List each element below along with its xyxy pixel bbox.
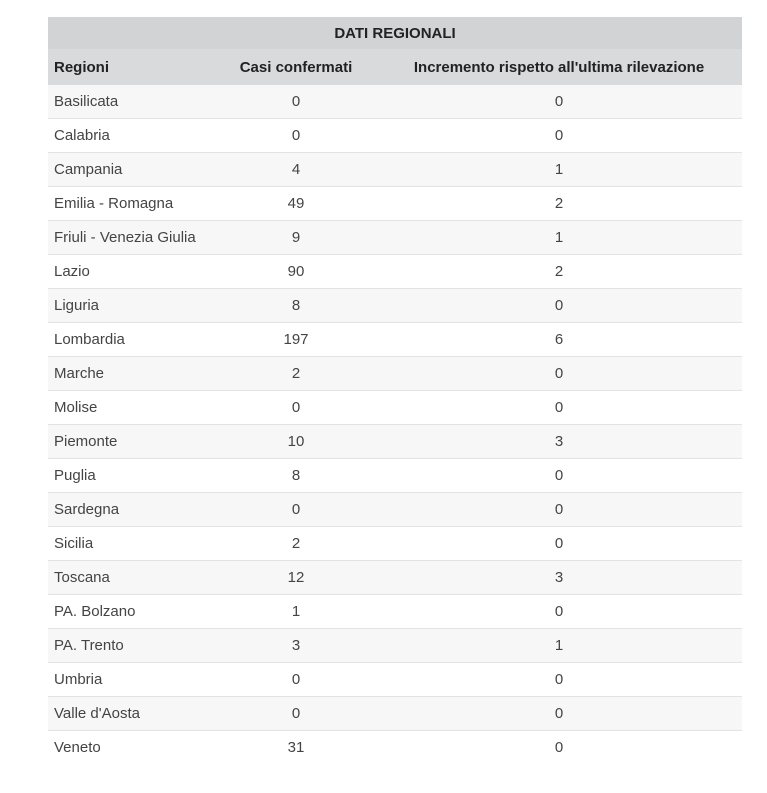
- region-cell: Campania: [48, 153, 216, 187]
- region-cell: Emilia - Romagna: [48, 187, 216, 221]
- table-row: [48, 255, 742, 289]
- table-row: [48, 731, 742, 765]
- increment-cell: 0: [376, 459, 742, 493]
- increment-cell: 3: [376, 561, 742, 595]
- column-header-regions: Regioni: [48, 49, 216, 85]
- region-cell: Lombardia: [48, 323, 216, 357]
- cases-cell: 0: [216, 697, 376, 731]
- table-row: [48, 595, 742, 629]
- cases-cell: 9: [216, 221, 376, 255]
- increment-cell: 3: [376, 425, 742, 459]
- cases-cell: 2: [216, 357, 376, 391]
- increment-cell: 0: [376, 697, 742, 731]
- increment-cell: 0: [376, 663, 742, 697]
- cases-cell: 0: [216, 663, 376, 697]
- cases-cell: 8: [216, 289, 376, 323]
- table-row: [48, 187, 742, 221]
- cases-cell: 3: [216, 629, 376, 663]
- region-cell: Basilicata: [48, 85, 216, 119]
- increment-cell: 0: [376, 289, 742, 323]
- table-row: [48, 561, 742, 595]
- region-cell: Calabria: [48, 119, 216, 153]
- region-cell: Piemonte: [48, 425, 216, 459]
- cases-cell: 4: [216, 153, 376, 187]
- increment-cell: 0: [376, 391, 742, 425]
- region-cell: Lazio: [48, 255, 216, 289]
- increment-cell: 0: [376, 493, 742, 527]
- cases-cell: 8: [216, 459, 376, 493]
- table-row: [48, 663, 742, 697]
- table-row: [48, 357, 742, 391]
- column-header-increment: Incremento rispetto all'ultima rilevazione: [376, 49, 742, 85]
- increment-cell: 2: [376, 255, 742, 289]
- table-title-row: [48, 17, 742, 49]
- cases-cell: 31: [216, 731, 376, 765]
- table-row: [48, 493, 742, 527]
- region-cell: PA. Bolzano: [48, 595, 216, 629]
- cases-cell: 0: [216, 85, 376, 119]
- cases-cell: 0: [216, 493, 376, 527]
- cases-cell: 1: [216, 595, 376, 629]
- region-cell: Puglia: [48, 459, 216, 493]
- table-row: [48, 85, 742, 119]
- increment-cell: 6: [376, 323, 742, 357]
- region-cell: Marche: [48, 357, 216, 391]
- table-row: [48, 391, 742, 425]
- table-header-row: [48, 49, 742, 85]
- table-row: [48, 289, 742, 323]
- increment-cell: 0: [376, 527, 742, 561]
- table-row: [48, 119, 742, 153]
- region-cell: Toscana: [48, 561, 216, 595]
- cases-cell: 10: [216, 425, 376, 459]
- region-cell: Molise: [48, 391, 216, 425]
- cases-cell: 0: [216, 391, 376, 425]
- table-row: [48, 323, 742, 357]
- region-cell: Sicilia: [48, 527, 216, 561]
- table-row: [48, 697, 742, 731]
- table-row: [48, 459, 742, 493]
- cases-cell: 2: [216, 527, 376, 561]
- cases-cell: 49: [216, 187, 376, 221]
- table-row: [48, 153, 742, 187]
- region-cell: PA. Trento: [48, 629, 216, 663]
- increment-cell: 0: [376, 595, 742, 629]
- regional-data-table: [48, 17, 742, 764]
- increment-cell: 0: [376, 357, 742, 391]
- region-cell: Veneto: [48, 731, 216, 765]
- cases-cell: 0: [216, 119, 376, 153]
- increment-cell: 1: [376, 629, 742, 663]
- increment-cell: 0: [376, 119, 742, 153]
- increment-cell: 0: [376, 731, 742, 765]
- table-row: [48, 425, 742, 459]
- cases-cell: 197: [216, 323, 376, 357]
- increment-cell: 0: [376, 85, 742, 119]
- region-cell: Friuli - Venezia Giulia: [48, 221, 216, 255]
- region-cell: Valle d'Aosta: [48, 697, 216, 731]
- region-cell: Liguria: [48, 289, 216, 323]
- region-cell: Sardegna: [48, 493, 216, 527]
- table-title: DATI REGIONALI: [48, 17, 742, 49]
- increment-cell: 1: [376, 153, 742, 187]
- regional-data-table-container: [48, 17, 742, 764]
- table-row: [48, 221, 742, 255]
- cases-cell: 90: [216, 255, 376, 289]
- increment-cell: 2: [376, 187, 742, 221]
- table-row: [48, 629, 742, 663]
- region-cell: Umbria: [48, 663, 216, 697]
- column-header-confirmed-cases: Casi confermati: [216, 49, 376, 85]
- cases-cell: 12: [216, 561, 376, 595]
- increment-cell: 1: [376, 221, 742, 255]
- table-row: [48, 527, 742, 561]
